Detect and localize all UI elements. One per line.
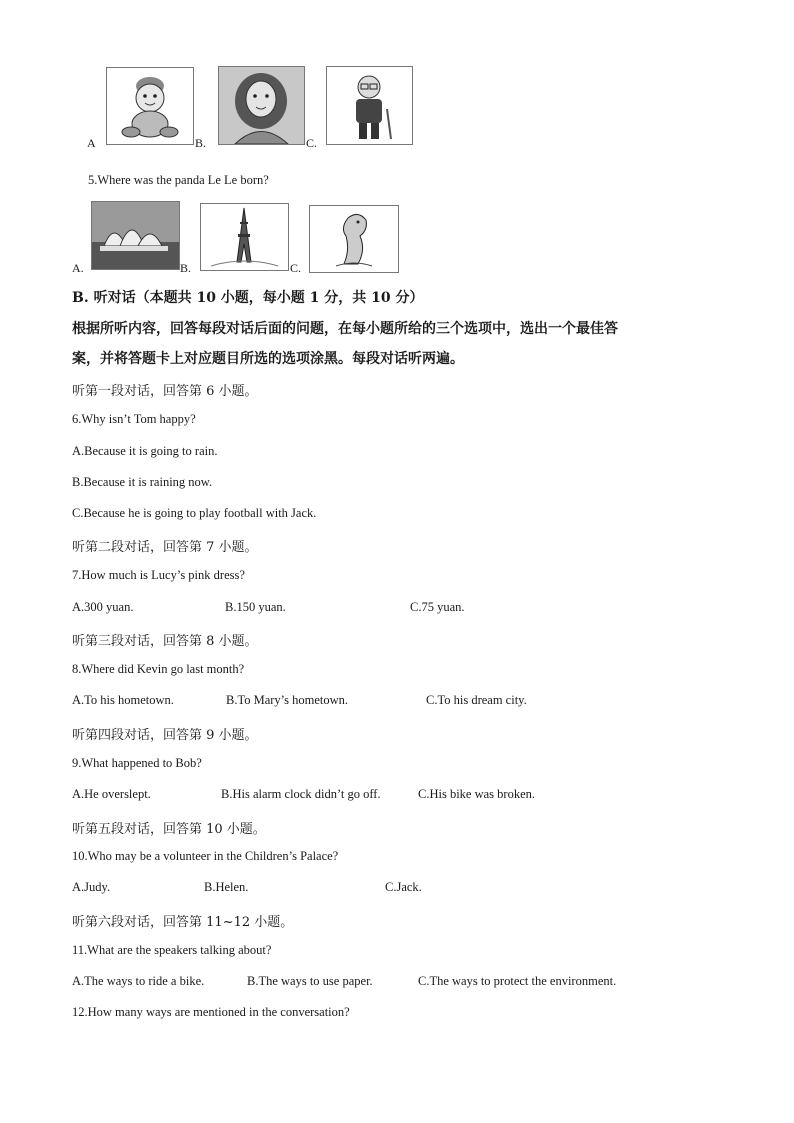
q7-option-c: C.75 yuan. — [410, 600, 465, 614]
merlion-picture — [309, 205, 399, 273]
old-man-picture — [326, 66, 413, 145]
q9-question: 9.What happened to Bob? — [72, 756, 202, 770]
q7-option-a: A.300 yuan. — [72, 600, 134, 614]
q10-option-b: B.Helen. — [204, 880, 249, 894]
q9-option-a: A.He overslept. — [72, 787, 151, 801]
sydney-opera-house-picture — [91, 201, 180, 270]
merlion-icon — [310, 206, 398, 272]
dialogue-1-prompt: 听第一段对话，回答第 6 小题。 — [72, 384, 258, 399]
q11-question: 11.What are the speakers talking about? — [72, 943, 272, 957]
dialogue-3-prompt: 听第三段对话，回答第 8 小题。 — [72, 634, 258, 649]
opera-house-icon — [92, 202, 179, 269]
section-b-instructions-2: 案，并将答题卡上对应题目所选的选项涂黑。每段对话听两遍。 — [72, 351, 464, 367]
q8-option-b: B.To Mary’s hometown. — [226, 693, 349, 707]
q9-option-c: C.His bike was broken. — [418, 787, 535, 801]
old-man-icon — [327, 67, 412, 144]
section-b-heading: B. 听对话（本题共 10 小题，每小题 1 分，共 10 分） — [72, 290, 424, 306]
q6-option-b: B.Because it is raining now. — [72, 475, 213, 489]
q12-question: 12.How many ways are mentioned in the conversation? — [72, 1005, 350, 1019]
dialogue-4-prompt: 听第四段对话，回答第 9 小题。 — [72, 728, 258, 743]
woman-picture — [218, 66, 305, 145]
q7-option-b: B.150 yuan. — [225, 600, 286, 614]
dialogue-6-prompt: 听第六段对话，回答第 11~12 小题。 — [72, 915, 294, 930]
q6-option-a: A.Because it is going to rain. — [72, 444, 218, 458]
woman-icon — [219, 67, 304, 144]
q8-option-a: A.To his hometown. — [72, 693, 174, 707]
section-b-instructions-1: 根据所听内容，回答每段对话后面的问题，在每小题所给的三个选项中，选出一个最佳答 — [72, 321, 618, 337]
q4-option-a-label: A — [87, 136, 96, 150]
q6-option-c: C.Because he is going to play football with Jack. — [72, 506, 317, 520]
q10-option-c: C.Jack. — [385, 880, 422, 894]
eiffel-tower-picture — [200, 203, 289, 271]
dialogue-5-prompt: 听第五段对话，回答第 10 小题。 — [72, 822, 266, 837]
dialogue-2-prompt: 听第二段对话，回答第 7 小题。 — [72, 540, 258, 555]
q5-option-a-label: A. — [72, 261, 84, 275]
q4-option-c-label: C. — [306, 136, 318, 150]
q8-option-c: C.To his dream city. — [426, 693, 527, 707]
q11-option-c: C.The ways to protect the environment. — [418, 974, 617, 988]
q11-option-b: B.The ways to use paper. — [247, 974, 373, 988]
q5-option-b-label: B. — [180, 261, 192, 275]
baby-picture — [106, 67, 194, 145]
q10-option-a: A.Judy. — [72, 880, 111, 894]
q4-option-b-label: B. — [195, 136, 207, 150]
q8-question: 8.Where did Kevin go last month? — [72, 662, 245, 676]
q10-question: 10.Who may be a volunteer in the Children’s Palace? — [72, 849, 339, 863]
q7-question: 7.How much is Lucy’s pink dress? — [72, 568, 245, 582]
q6-question: 6.Why isn’t Tom happy? — [72, 412, 196, 426]
q5-option-c-label: C. — [290, 261, 302, 275]
baby-icon — [107, 68, 193, 144]
q9-option-b: B.His alarm clock didn’t go off. — [221, 787, 381, 801]
eiffel-tower-icon — [201, 204, 288, 270]
q11-option-a: A.The ways to ride a bike. — [72, 974, 205, 988]
q5-question: 5.Where was the panda Le Le born? — [88, 173, 269, 187]
